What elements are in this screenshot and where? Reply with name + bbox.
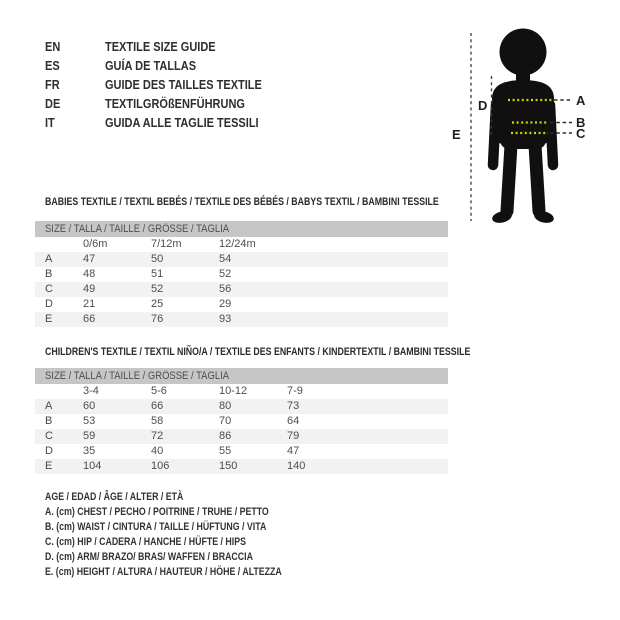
row-label: D xyxy=(45,298,53,310)
legend-height-line xyxy=(45,565,341,580)
cell-value: 58 xyxy=(151,415,164,427)
cell-value: 72 xyxy=(151,430,164,442)
babies-title-text: BABIES TEXTILE / TEXTIL BEBÉS / TEXTILE DES BÉBÉS / BABYS TEXTIL / BAMBINI TESSILE xyxy=(45,196,439,208)
language-code: ES xyxy=(45,59,60,73)
language-row-de xyxy=(45,95,283,114)
cell-value: 48 xyxy=(83,268,96,280)
language-row-es xyxy=(45,57,283,76)
babies-section-title xyxy=(45,196,537,208)
legend-text: A. (cm) CHEST / PECHO / POITRINE / TRUHE / PETTO xyxy=(45,506,269,518)
cell-value: 93 xyxy=(219,313,232,325)
column-header: 12/24m xyxy=(219,238,256,250)
row-label: B xyxy=(45,415,53,427)
cell-value: 29 xyxy=(219,298,232,310)
row-label: E xyxy=(45,313,53,325)
measurement-legend xyxy=(45,490,341,580)
legend-chest-line xyxy=(45,505,341,520)
cell-value: 50 xyxy=(151,253,164,265)
cell-value: 51 xyxy=(151,268,164,280)
silhouette-arm-left xyxy=(493,105,496,165)
cell-value: 53 xyxy=(83,415,96,427)
table-row xyxy=(35,429,448,444)
children-section-title xyxy=(45,346,577,358)
legend-text: AGE / EDAD / ÂGE / ALTER / ETÀ xyxy=(45,491,184,503)
cell-value: 80 xyxy=(219,400,232,412)
table-row xyxy=(35,282,448,297)
legend-text: E. (cm) HEIGHT / ALTURA / HAUTEUR / HÖHE / ALTEZZA xyxy=(45,566,282,578)
children-size-table xyxy=(35,368,448,474)
language-row-it xyxy=(45,114,283,133)
column-header: 10-12 xyxy=(219,385,248,397)
language-label: TEXTILE SIZE GUIDE xyxy=(105,40,216,54)
size-header-bar xyxy=(35,368,448,384)
cell-value: 70 xyxy=(219,415,232,427)
size-header-bar xyxy=(35,221,448,237)
children-title-text: CHILDREN'S TEXTILE / TEXTIL NIÑO/A / TEXTILE DES ENFANTS / KINDERTEXTIL / BAMBINI TESSILE xyxy=(45,346,471,358)
cell-value: 55 xyxy=(219,445,232,457)
row-label: C xyxy=(45,430,53,442)
cell-value: 49 xyxy=(83,283,96,295)
column-header-row xyxy=(35,384,448,399)
table-row xyxy=(35,414,448,429)
babies-size-table xyxy=(35,221,448,327)
row-label: A xyxy=(45,400,53,412)
language-code: FR xyxy=(45,78,60,92)
language-code: EN xyxy=(45,40,61,54)
column-header: 7/12m xyxy=(151,238,182,250)
cell-value: 104 xyxy=(83,460,102,472)
label-waist-b: B xyxy=(576,115,586,130)
row-label: B xyxy=(45,268,53,280)
row-label: A xyxy=(45,253,53,265)
legend-waist-line xyxy=(45,520,341,535)
label-hip-c: C xyxy=(576,126,586,141)
language-row-en xyxy=(45,38,283,57)
language-row-fr xyxy=(45,76,283,95)
table-row xyxy=(35,312,448,327)
table-row xyxy=(35,459,448,474)
spacer-cell xyxy=(35,384,83,399)
size-header-text: SIZE / TALLA / TAILLE / GRÖSSE / TAGLIA xyxy=(45,223,230,235)
cell-value: 54 xyxy=(219,253,232,265)
child-silhouette-figure xyxy=(440,15,620,245)
language-code: DE xyxy=(45,97,61,111)
cell-value: 52 xyxy=(151,283,164,295)
cell-value: 47 xyxy=(83,253,96,265)
cell-value: 60 xyxy=(83,400,96,412)
silhouette-arm-right xyxy=(550,105,553,165)
table-row xyxy=(35,267,448,282)
language-label: GUÍA DE TALLAS xyxy=(105,59,197,73)
cell-value: 66 xyxy=(151,400,164,412)
table-row xyxy=(35,252,448,267)
label-arm-d: D xyxy=(478,98,488,113)
cell-value: 150 xyxy=(219,460,238,472)
table-row xyxy=(35,297,448,312)
cell-value: 21 xyxy=(83,298,96,310)
legend-age-line xyxy=(45,490,341,505)
table-row xyxy=(35,399,448,414)
language-code: IT xyxy=(45,116,55,130)
table-row xyxy=(35,444,448,459)
row-label: D xyxy=(45,445,53,457)
size-header-text: SIZE / TALLA / TAILLE / GRÖSSE / TAGLIA xyxy=(45,370,230,382)
cell-value: 40 xyxy=(151,445,164,457)
legend-hip-line xyxy=(45,535,341,550)
cell-value: 47 xyxy=(287,445,300,457)
cell-value: 64 xyxy=(287,415,300,427)
cell-value: 73 xyxy=(287,400,300,412)
cell-value: 52 xyxy=(219,268,232,280)
spacer-cell xyxy=(35,237,83,252)
cell-value: 79 xyxy=(287,430,300,442)
legend-arm-line xyxy=(45,550,341,565)
cell-value: 66 xyxy=(83,313,96,325)
cell-value: 86 xyxy=(219,430,232,442)
legend-text: C. (cm) HIP / CADERA / HANCHE / HÜFTE / HIPS xyxy=(45,536,246,548)
label-height-e: E xyxy=(452,127,461,142)
cell-value: 59 xyxy=(83,430,96,442)
cell-value: 140 xyxy=(287,460,306,472)
column-header-row xyxy=(35,237,448,252)
cell-value: 35 xyxy=(83,445,96,457)
language-label: GUIDE DES TAILLES TEXTILE xyxy=(105,78,262,92)
legend-text: B. (cm) WAIST / CINTURA / TAILLE / HÜFTUNG / VITA xyxy=(45,521,267,533)
language-label: GUIDA ALLE TAGLIE TESSILI xyxy=(105,116,259,130)
column-header: 5-6 xyxy=(151,385,167,397)
language-list xyxy=(45,38,283,133)
legend-text: D. (cm) ARM/ BRAZO/ BRAS/ WAFFEN / BRACCIA xyxy=(45,551,253,563)
cell-value: 56 xyxy=(219,283,232,295)
language-label: TEXTILGRÖßENFÜHRUNG xyxy=(105,97,245,111)
cell-value: 106 xyxy=(151,460,170,472)
column-header: 0/6m xyxy=(83,238,108,250)
cell-value: 76 xyxy=(151,313,164,325)
label-chest-a: A xyxy=(576,93,586,108)
row-label: E xyxy=(45,460,53,472)
column-header: 3-4 xyxy=(83,385,99,397)
row-label: C xyxy=(45,283,53,295)
column-header: 7-9 xyxy=(287,385,303,397)
cell-value: 25 xyxy=(151,298,164,310)
